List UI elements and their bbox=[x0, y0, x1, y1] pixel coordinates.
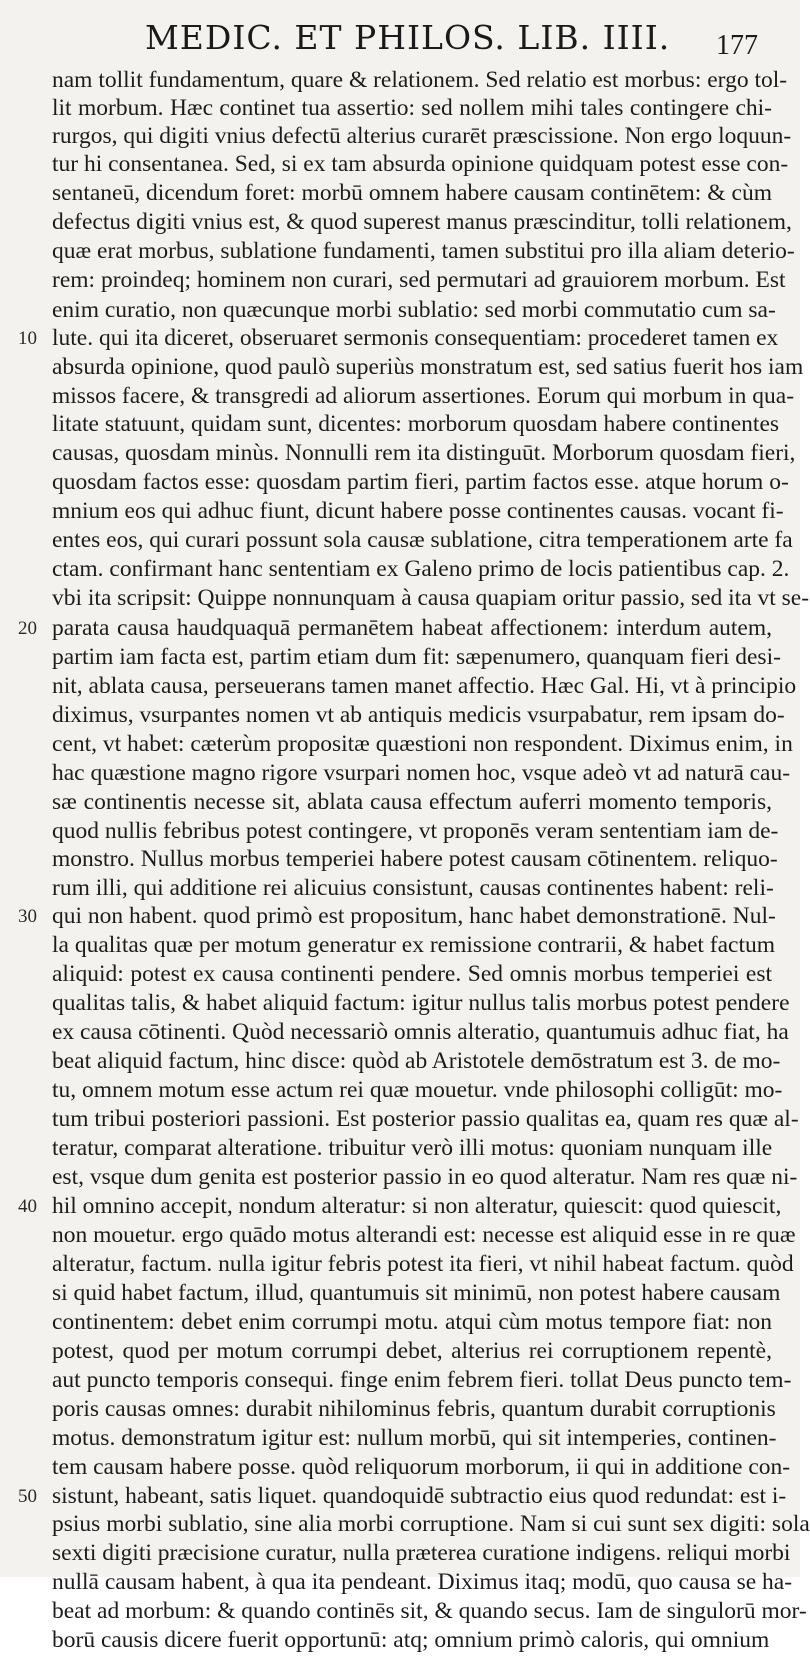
text-line: partim iam facta est, partim etiam dum fit: sæpenumero, quanquam fieri desi- bbox=[52, 644, 781, 670]
text-line: nit, ablata causa, perseuerans tamen manet affectio. Hæc Gal. Hi, vt à principio bbox=[52, 673, 797, 699]
text-line: potest, quod per motum corrumpi debet, alterius rei corruptionem repentè, bbox=[52, 1338, 772, 1364]
text-line: sentaneū, dicendum foret: morbū omnem habere causam continētem: & cùm bbox=[52, 180, 772, 206]
text-line: litate statuunt, quidam sunt, dicentes: morborum quosdam habere continentes bbox=[52, 411, 780, 437]
text-line: monstro. Nullus morbus temperiei habere potest causam cōtinentem. reliquo- bbox=[52, 846, 778, 872]
text-line: sistunt, habeant, satis liquet. quandoquidē subtractio eius quod redundat: est i- bbox=[52, 1483, 787, 1509]
text-line: quosdam factos esse: quosdam partim fieri, partim factos esse. atque horum o- bbox=[52, 469, 789, 495]
text-line: hil omnino accepit, nondum alteratur: si non alteratur, quiescit: quod quiescit, bbox=[52, 1193, 782, 1219]
text-line: tu, omnem motum esse actum rei quæ mouetur. vnde philosophi colligūt: mo- bbox=[52, 1077, 783, 1103]
text-line: hac quæstione magno rigore vsurpari nomen hoc, vsque adeò vt ad naturā cau- bbox=[52, 760, 791, 786]
text-line: nam tollit fundamentum, quare & relationem. Sed relatio est morbus: ergo tol- bbox=[52, 67, 788, 93]
text-line: beat aliquid factum, hinc disce: quòd ab Aristotele demōstratum est 3. de mo- bbox=[52, 1048, 781, 1074]
text-line: enim curatio, non quæcunque morbi sublatio: sed morbi commutatio cum sa- bbox=[52, 297, 776, 323]
text-line: rurgos, qui digiti vnius defectū alterius curarēt præscissione. Non ergo loquun- bbox=[52, 123, 792, 149]
text-line: ctam. confirmant hanc sententiam ex Galeno primo de locis patientibus cap. 2. bbox=[52, 556, 790, 582]
text-line: motus. demonstratum igitur est: nullum morbū, qui sit intemperies, continen- bbox=[52, 1425, 777, 1451]
text-line: mnium eos qui adhuc fiunt, dicunt habere posse continentes causas. vocant fi- bbox=[52, 498, 784, 524]
text-line: entes eos, qui curari possunt sola causæ sublatione, citra temperationem arte fa bbox=[52, 527, 793, 553]
text-line: defectus digiti vnius est, & quod superest manus præscinditur, tolli relationem, bbox=[52, 209, 792, 235]
text-line: teratur, comparat alteratione. tribuitur verò illi motus: quoniam nunquam ille bbox=[52, 1135, 773, 1161]
text-line: qualitas talis, & habet aliquid factum: igitur nullus talis morbus potest pendere bbox=[52, 990, 790, 1016]
text-line: absurda opinione, quod paulò superiùs monstratum est, sed satius fuerit hos iam bbox=[52, 354, 804, 380]
text-line: sexti digiti præcisione curatur, nulla præterea curatione indigens. reliqui morbi bbox=[52, 1540, 791, 1566]
text-line: tum tribui posteriori passioni. Est posterior passio qualitas ea, quam res quæ al- bbox=[52, 1106, 799, 1132]
text-block bbox=[0, 67, 810, 1653]
text-line: cent, vt habet: cæterùm propositæ quæstioni non respondent. Diximus enim, in bbox=[52, 731, 793, 757]
text-line: diximus, vsurpantes nomen vt ab antiquis medicis vsurpabatur, rem ipsam do- bbox=[52, 702, 785, 728]
text-line: alteratur, factum. nulla igitur febris potest ita fieri, vt nihil habeat factum. quòd bbox=[52, 1251, 794, 1277]
text-line: missos facere, & transgredi ad aliorum assertiones. Eorum qui morbum in qua- bbox=[52, 383, 795, 409]
running-title: MEDIC. ET PHILOS. LIB. IIII. bbox=[145, 18, 671, 57]
text-line: si quid habet factum, illud, quantumuis sit minimū, non potest habere causam bbox=[52, 1280, 781, 1306]
text-line: non mouetur. ergo quādo motus alterandi est: necesse est aliquid esse in re quæ bbox=[52, 1222, 796, 1248]
margin-line-number: 40 bbox=[18, 1196, 37, 1217]
text-line: aliquid: potest ex causa continenti pendere. Sed omnis morbus temperiei est bbox=[52, 961, 772, 987]
text-line: quæ erat morbus, sublatione fundamenti, tamen substitui pro illa aliam deterio- bbox=[52, 238, 795, 264]
text-line: quod nullis febribus potest contingere, vt proponēs veram sententiam iam de- bbox=[52, 818, 779, 844]
text-line: borū causis dicere fuerit opportunū: atq; omnium primò caloris, qui omnium bbox=[52, 1627, 770, 1653]
text-line: continentem: debet enim corrumpi motu. atqui cùm motus tempore fiat: non bbox=[52, 1309, 772, 1335]
text-line: lute. qui ita diceret, obseruaret sermonis consequentiam: procederet tamen ex bbox=[52, 325, 779, 351]
text-line: tem causam habere posse. quòd reliquorum morborum, ii qui in additione con- bbox=[52, 1454, 791, 1480]
text-line: vbi ita scripsit: Quippe nonnunquam à causa quapiam oritur passio, sed ita vt se- bbox=[52, 585, 810, 611]
margin-line-number: 30 bbox=[18, 906, 37, 927]
text-line: sæ continentis necesse sit, ablata causa effectum auferri momento temporis, bbox=[52, 789, 772, 815]
text-line: causas, quosdam minùs. Nonnulli rem ita distinguūt. Morborum quosdam fieri, bbox=[52, 440, 796, 466]
text-line: est, vsque dum genita est posterior passio in eo quod alteratur. Nam res quæ ni- bbox=[52, 1164, 798, 1190]
text-line: qui non habent. quod primò est propositum, hanc habet demonstrationē. Nul- bbox=[52, 903, 776, 929]
page-number: 177 bbox=[716, 30, 758, 61]
text-line: beat ad morbum: & quando continēs sit, & quando secus. Iam de singulorū mor- bbox=[52, 1598, 807, 1624]
text-line: tur hi consentanea. Sed, si ex tam absurda opinione quidquam potest esse con- bbox=[52, 151, 789, 177]
text-line: lit morbum. Hæc continet tua assertio: sed nollem mihi tales contingere chi- bbox=[52, 95, 772, 121]
text-line: rum illi, qui additione rei alicuius consistunt, causas continentes habent: reli- bbox=[52, 875, 774, 901]
text-line: ex causa cōtinenti. Quòd necessariò omnis alteratio, quantumuis adhuc fiat, ha bbox=[52, 1019, 789, 1045]
text-line: la qualitas quæ per motum generatur ex remissione contrarii, & habet factum bbox=[52, 932, 776, 958]
margin-line-number: 10 bbox=[18, 328, 37, 349]
margin-line-number: 20 bbox=[18, 618, 37, 639]
text-line: nullā causam habent, à qua ita pendeant. Diximus itaq; modū, quo causa se ha- bbox=[52, 1569, 793, 1595]
margin-line-number: 50 bbox=[18, 1486, 37, 1507]
text-line: parata causa haudquaquā permanētem habeat affectionem: interdum autem, bbox=[52, 615, 772, 641]
text-line: poris causas omnes: durabit nihilominus febris, quantum durabit corruptionis bbox=[52, 1396, 776, 1422]
text-line: psius morbi sublatio, sine alia morbi corruptione. Nam si cui sunt sex digiti: sola bbox=[52, 1511, 810, 1537]
text-line: aut puncto temporis consequi. finge enim febrem fieri. tollat Deus puncto tem- bbox=[52, 1367, 792, 1393]
text-line: rem: proindeq; hominem non curari, sed permutari ad grauiorem morbum. Est bbox=[52, 267, 786, 293]
